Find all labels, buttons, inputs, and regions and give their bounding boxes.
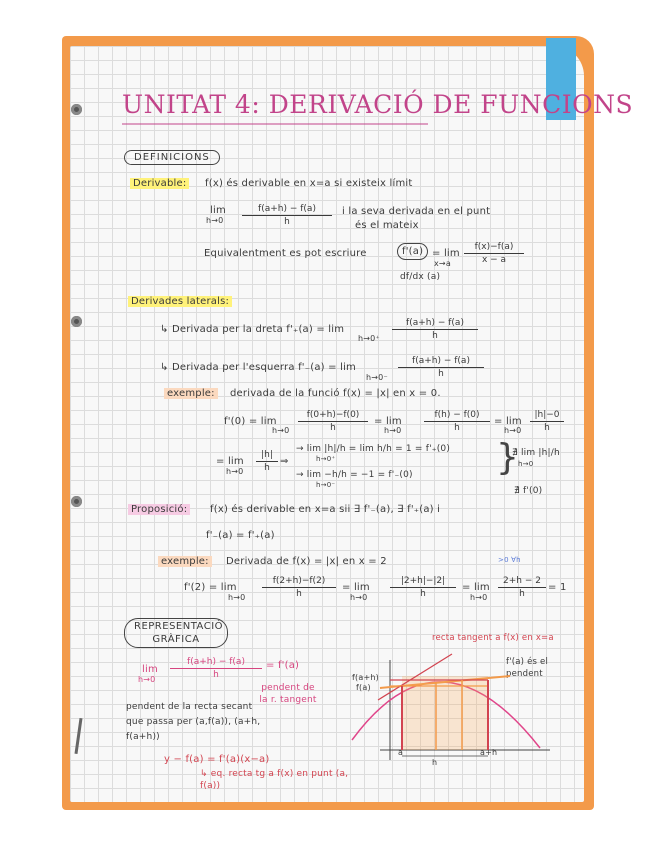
tangent-equation: y − f(a) = f'(a)(x−a) [164, 754, 270, 765]
ex2-frac2: $\frac{|2+h|-|2|}{h}$ [390, 576, 456, 599]
pendent-tangent: pendent de la r. tangent [259, 683, 317, 705]
graph-eq-fprime: = f'(a) [266, 660, 300, 671]
graph-lim-sub: h→0 [138, 675, 156, 684]
axis-h: h [432, 758, 438, 767]
pendent-secant: pendent de la recta secant que passa per (a,f(a)), (a+h, f(a+h)) [126, 702, 261, 742]
ex1-arrow-top-sub: h→0⁺ [316, 455, 336, 463]
ex1-arrow-top: → lim |h|/h = lim h/h = 1 = f'₊(0) [296, 444, 451, 454]
ex1-right1-sub: h→0 [518, 460, 534, 468]
equiv-alt: df/dx (a) [400, 272, 441, 282]
derivable-fraction: $\frac{f(a+h) - f(a)}{h}$ [242, 204, 332, 227]
tangent-label: recta tangent a f(x) en x=a [432, 633, 554, 643]
derivable-note2: és el mateix [355, 220, 419, 231]
ex1-brace: } [496, 437, 519, 478]
ex2-c-sub: h→0 [470, 593, 488, 602]
punch-hole-icon [71, 316, 82, 327]
ex1-right2: ∄ f'(0) [514, 486, 543, 496]
ex1-l1-b: = lim [374, 416, 402, 427]
proposicio-label: Proposició: [128, 504, 190, 515]
ex1-l2-a: = lim [216, 456, 244, 467]
laterals-left-sub: h→0⁻ [366, 373, 388, 382]
axis-ah: a+h [480, 748, 498, 757]
ex1-l1-frac1: $\frac{f(0+h)-f(0)}{h}$ [298, 410, 368, 433]
laterals-right: ↳ Derivada per la dreta f'₊(a) = lim [160, 324, 345, 335]
equiv-lim-sub: x→a [434, 259, 451, 268]
derivable-lim-sub: h→0 [206, 216, 224, 225]
ex2-a: f'(2) = lim [184, 582, 237, 593]
laterals-label: Derivades laterals: [128, 296, 232, 307]
punch-hole-icon [71, 104, 82, 115]
example2-note: >0 ∀h [498, 556, 521, 564]
punch-hole-icon [71, 496, 82, 507]
laterals-left: ↳ Derivada per l'esquerra f'₋(a) = lim [160, 362, 356, 373]
proposicio-text: f(x) és derivable en x=a sii ∃ f'₋(a), ∃ f'₊(a) i [210, 504, 441, 515]
tangent-equation-note: ↳ eq. recta tg a f(x) en punt (a, f(a)) [200, 769, 349, 791]
ex2-b: = lim [342, 582, 370, 593]
axis-fah: f(a+h) [352, 673, 379, 682]
fprime-note: f'(a) és el pendent [506, 657, 549, 679]
ex1-l1-frac2: $\frac{f(h) - f(0)}{h}$ [424, 410, 490, 433]
ex1-l2-a-sub: h→0 [226, 467, 244, 476]
ex2-frac3: $\frac{2+h - 2}{h}$ [498, 576, 546, 599]
section-definicions: DEFINICIONS [124, 150, 220, 165]
equiv-text: Equivalentment es pot escriure [204, 248, 367, 259]
graph-lim: lim [142, 664, 158, 675]
derivable-note1: i la seva derivada en el punt [342, 206, 491, 217]
ex1-l2-frac: $\frac{|h|}{h}$ [256, 450, 278, 473]
ex1-l1-c: = lim [494, 416, 522, 427]
ex2-c: = lim [462, 582, 490, 593]
ex1-l1-a: f'(0) = lim [224, 416, 277, 427]
laterals-left-fraction: $\frac{f(a+h) - f(a)}{h}$ [398, 356, 484, 379]
axis-a: a [398, 748, 404, 757]
derivable-lim: lim [210, 205, 226, 216]
title-underline [120, 122, 430, 126]
ex1-l1-a-sub: h→0 [272, 426, 290, 435]
graph-fraction: $\frac{f(a+h) - f(a)}{h}$ [170, 657, 262, 680]
secant-fill [402, 676, 488, 750]
example1-text: derivada de la funció f(x) = |x| en x = 0. [230, 388, 441, 399]
example2-label: exemple: [158, 556, 212, 567]
laterals-right-sub: h→0⁺ [358, 334, 380, 343]
ex2-frac1: $\frac{f(2+h)-f(2)}{h}$ [262, 576, 336, 599]
derivable-label: Derivable: [130, 178, 189, 189]
derivable-text: f(x) és derivable en x=a si existeix límit [205, 178, 413, 189]
equiv-fraction: $\frac{f(x)-f(a)}{x - a}$ [464, 242, 524, 265]
ex2-b-sub: h→0 [350, 593, 368, 602]
example1-label: exemple: [164, 388, 218, 399]
ex1-l1-b-sub: h→0 [384, 426, 402, 435]
ex1-arrow-bot-sub: h→0⁻ [316, 481, 336, 489]
derivative-graph [340, 640, 570, 770]
equiv-lim: = lim [432, 248, 460, 259]
ex1-implies: ⇒ [280, 456, 289, 467]
ex1-right1: ∄ lim |h|/h [512, 448, 560, 458]
page-title: UNITAT 4: DERIVACIÓ DE FUNCIONS [122, 90, 634, 119]
section-representacio: REPRESENTACIÓ GRÀFICA [124, 618, 228, 648]
ex1-l1-frac3: $\frac{|h|-0}{h}$ [530, 410, 564, 433]
example2-text: Derivada de f(x) = |x| en x = 2 [226, 556, 387, 567]
equiv-fprime: f'(a) [397, 243, 428, 260]
ex2-a-sub: h→0 [228, 593, 246, 602]
ex1-l1-c-sub: h→0 [504, 426, 522, 435]
proposicio-eq: f'₋(a) = f'₊(a) [206, 530, 275, 541]
ex1-arrow-bot: → lim −h/h = −1 = f'₋(0) [296, 470, 413, 480]
axis-fa: f(a) [356, 683, 371, 692]
laterals-right-fraction: $\frac{f(a+h) - f(a)}{h}$ [392, 318, 478, 341]
ex2-result: = 1 [548, 582, 567, 593]
